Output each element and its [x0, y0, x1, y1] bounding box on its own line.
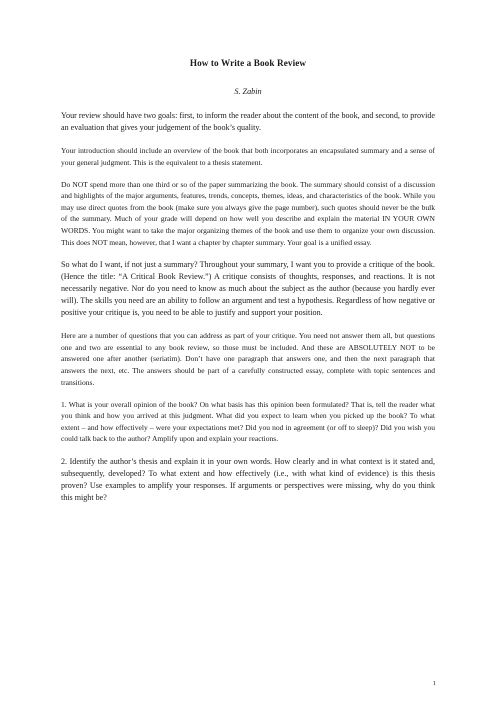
document-body — [61, 110, 435, 515]
document-title: How to Write a Book Review — [189, 58, 307, 68]
paragraph-introduction: Your introduction should include an overview of the book that both incorporates an encapsulated summary and a sense of your general judgment. This is the equivalent to a thesis statement. — [61, 145, 435, 167]
paragraph-questions-intro: Here are a number of questions that you can address as part of your critique. You need not answer them all, but questions one and two are essential to any book review, so those must be included. And these are ABSOLUTELY NOT to be answered one after another (seriatim). Don’t have one paragraph that answers one, and then the next paragraph that answers the next, etc. The answers should be part of a carefully constructed essay, complete with topic sentences and transitions. — [61, 331, 435, 387]
paragraph-summary-length: Do NOT spend more than one third or so of the paper summarizing the book. The summary should consist of a discussion and highlights of the major arguments, features, trends, concepts, themes, ideas, and characteristics of the book. While you may use direct quotes from the book (make sure you always give the page number), such quotes should never be the bulk of the summary. Much of your grade will depend on how well you describe and explain the material IN YOUR OWN WORDS. You might want to take the major organizing themes of the book and use them to organize your own discussion. This does NOT mean, however, that I want a chapter by chapter summary. Your goal is a unified essay. — [61, 179, 435, 247]
paragraph-question-2: 2. Identify the author’s thesis and explain it in your own words. How clearly and in what context is it stated and, subsequently, developed? To what extent and how effectively (i.e., with what kind of evidence) is this thesis proven? Use examples to amplify your responses. If arguments or perspectives were missing, why do you think this might be? — [61, 456, 435, 503]
paragraph-goals: Your review should have two goals: first, to inform the reader about the content of the book, and second, to provide an evaluation that gives your judgement of the book’s quality. — [61, 111, 435, 133]
paragraph-question-1: 1. What is your overall opinion of the book? On what basis has this opinion been formulated? That is, tell the reader what you think and how you arrived at this judgment. What did you expect to learn when you picked up the book? To what extent – and how effectively – were your expectations met? Did you nod in agreement (or off to sleep)? Did you wish you could talk back to the author? Amplify upon and explain your reactions. — [61, 399, 435, 444]
paragraph-critique: So what do I want, if not just a summary? Throughout your summary, I want you to provide a critique of the book. (Hence the title: “A Critical Book Review.”) A critique consists of thoughts, responses, and reactions. It is not necessarily negative. Nor do you need to know as much about the subject as the author (because you hardly ever will). The skills you need are an ability to follow an argument and test a hypothesis. Regardless of how negative or positive your critique is, you need to be able to justify and support your position. — [61, 259, 435, 318]
document-author: S. Zabin — [234, 87, 262, 96]
page-number: 1 — [432, 680, 436, 687]
